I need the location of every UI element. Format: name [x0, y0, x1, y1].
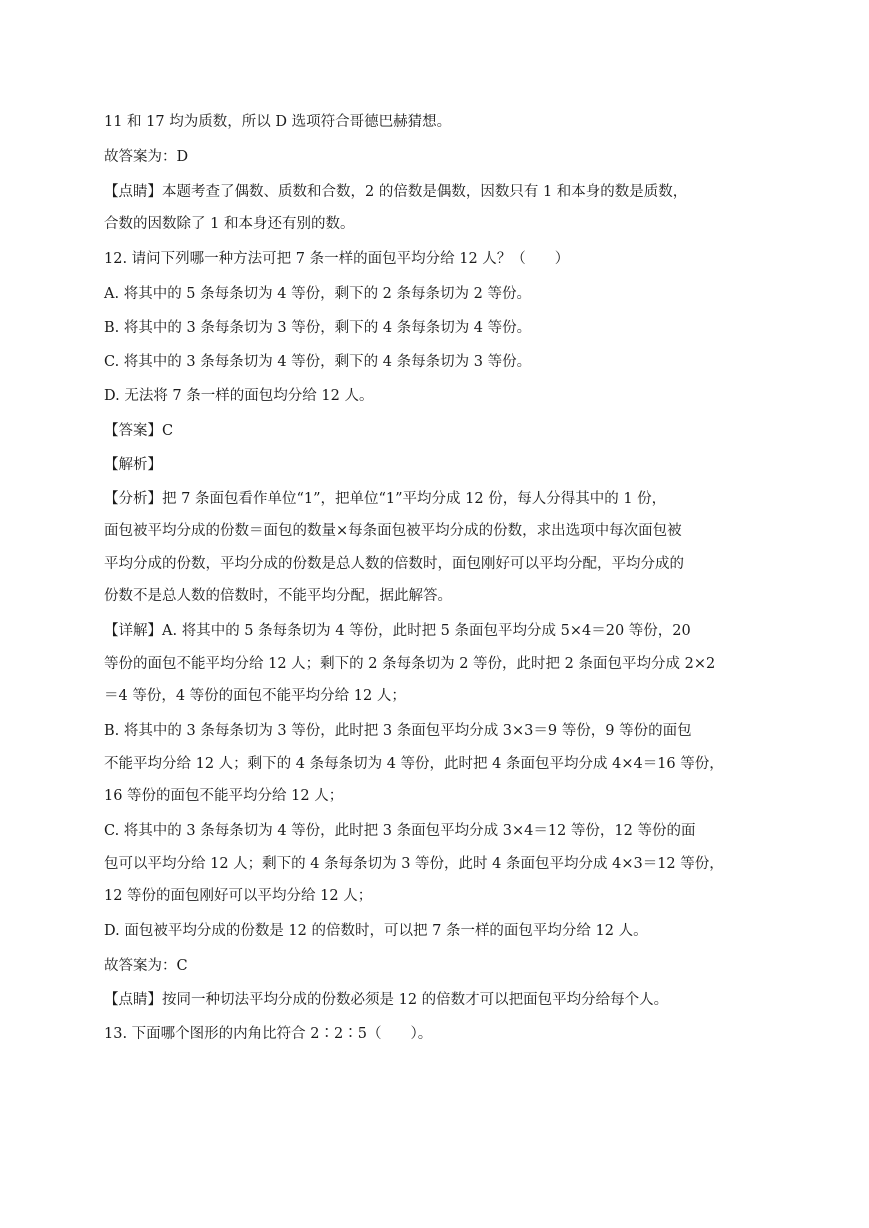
question-13: 13. 下面哪个图形的内角比符合 2∶2∶5（ ）。	[104, 1026, 433, 1042]
option-c: C. 将其中的 3 条每条切为 4 等份，剩下的 4 条每条切为 3 等份。	[104, 354, 532, 370]
text-line-3: 【点睛】本题考查了偶数、质数和合数，2 的倍数是偶数，因数只有 1 和本身的数是质数，	[104, 184, 688, 200]
detail-line-3: ＝4 等份，4 等份的面包不能平均分给 12 人；	[104, 688, 406, 704]
detail-line-7: C. 将其中的 3 条每条切为 4 等份，此时把 3 条面包平均分成 3×4＝12 等份，12 等份的面	[104, 823, 696, 839]
answer-label: 【答案】C	[104, 423, 174, 439]
analysis-heading: 【解析】	[104, 457, 162, 473]
detail-line-5: 不能平均分给 12 人；剩下的 4 条每条切为 4 等份，此时把 4 条面包平均分成 4×4＝16 等份，	[104, 756, 724, 772]
detail-line-4: B. 将其中的 3 条每条切为 3 等份，此时把 3 条面包平均分成 3×3＝9 等份，9 等份的面包	[104, 723, 692, 739]
detail-line-2: 等份的面包不能平均分给 12 人；剩下的 2 条每条切为 2 等份，此时把 2 条面包平均分成 2×2	[104, 656, 716, 672]
analysis-line-2: 面包被平均分成的份数＝面包的数量×每条面包被平均分成的份数，求出选项中每次面包被	[104, 523, 682, 539]
analysis-line-4: 份数不是总人数的倍数时，不能平均分配，据此解答。	[104, 588, 452, 604]
detail-line-6: 16 等份的面包不能平均分给 12 人；	[104, 788, 344, 804]
detail-line-10: D. 面包被平均分成的份数是 12 的倍数时，可以把 7 条一样的面包平均分给 12 人。	[104, 923, 648, 939]
option-d: D. 无法将 7 条一样的面包均分给 12 人。	[104, 388, 374, 404]
option-a: A. 将其中的 5 条每条切为 4 等份，剩下的 2 条每条切为 2 等份。	[104, 286, 531, 302]
detail-line-9: 12 等份的面包刚好可以平均分给 12 人；	[104, 888, 373, 904]
analysis-line-3: 平均分成的份数，平均分成的份数是总人数的倍数时，面包刚好可以平均分配，平均分成的	[104, 556, 684, 572]
comment-line: 【点睛】按同一种切法平均分成的份数必须是 12 的倍数才可以把面包平均分给每个人。	[104, 992, 669, 1008]
option-b: B. 将其中的 3 条每条切为 3 等份，剩下的 4 条每条切为 4 等份。	[104, 320, 532, 336]
text-line-2: 故答案为：D	[104, 149, 189, 165]
detail-line-8: 包可以平均分给 12 人；剩下的 4 条每条切为 3 等份，此时 4 条面包平均分成 4×3＝12 等份，	[104, 856, 724, 872]
detail-line-1: 【详解】A. 将其中的 5 条每条切为 4 等份，此时把 5 条面包平均分成 5×4＝20 等份，20	[104, 623, 691, 639]
text-line-4: 合数的因数除了 1 和本身还有别的数。	[104, 216, 355, 232]
analysis-line-1: 【分析】把 7 条面包看作单位“1”，把单位“1”平均分成 12 份，每人分得其中的 1 份，	[104, 491, 667, 507]
question-12: 12. 请问下列哪一种方法可把 7 条一样的面包平均分给 12 人？（ ）	[104, 251, 570, 267]
text-line-1: 11 和 17 均为质数，所以 D 选项符合哥德巴赫猜想。	[104, 114, 452, 130]
answer-line: 故答案为：C	[104, 958, 188, 974]
